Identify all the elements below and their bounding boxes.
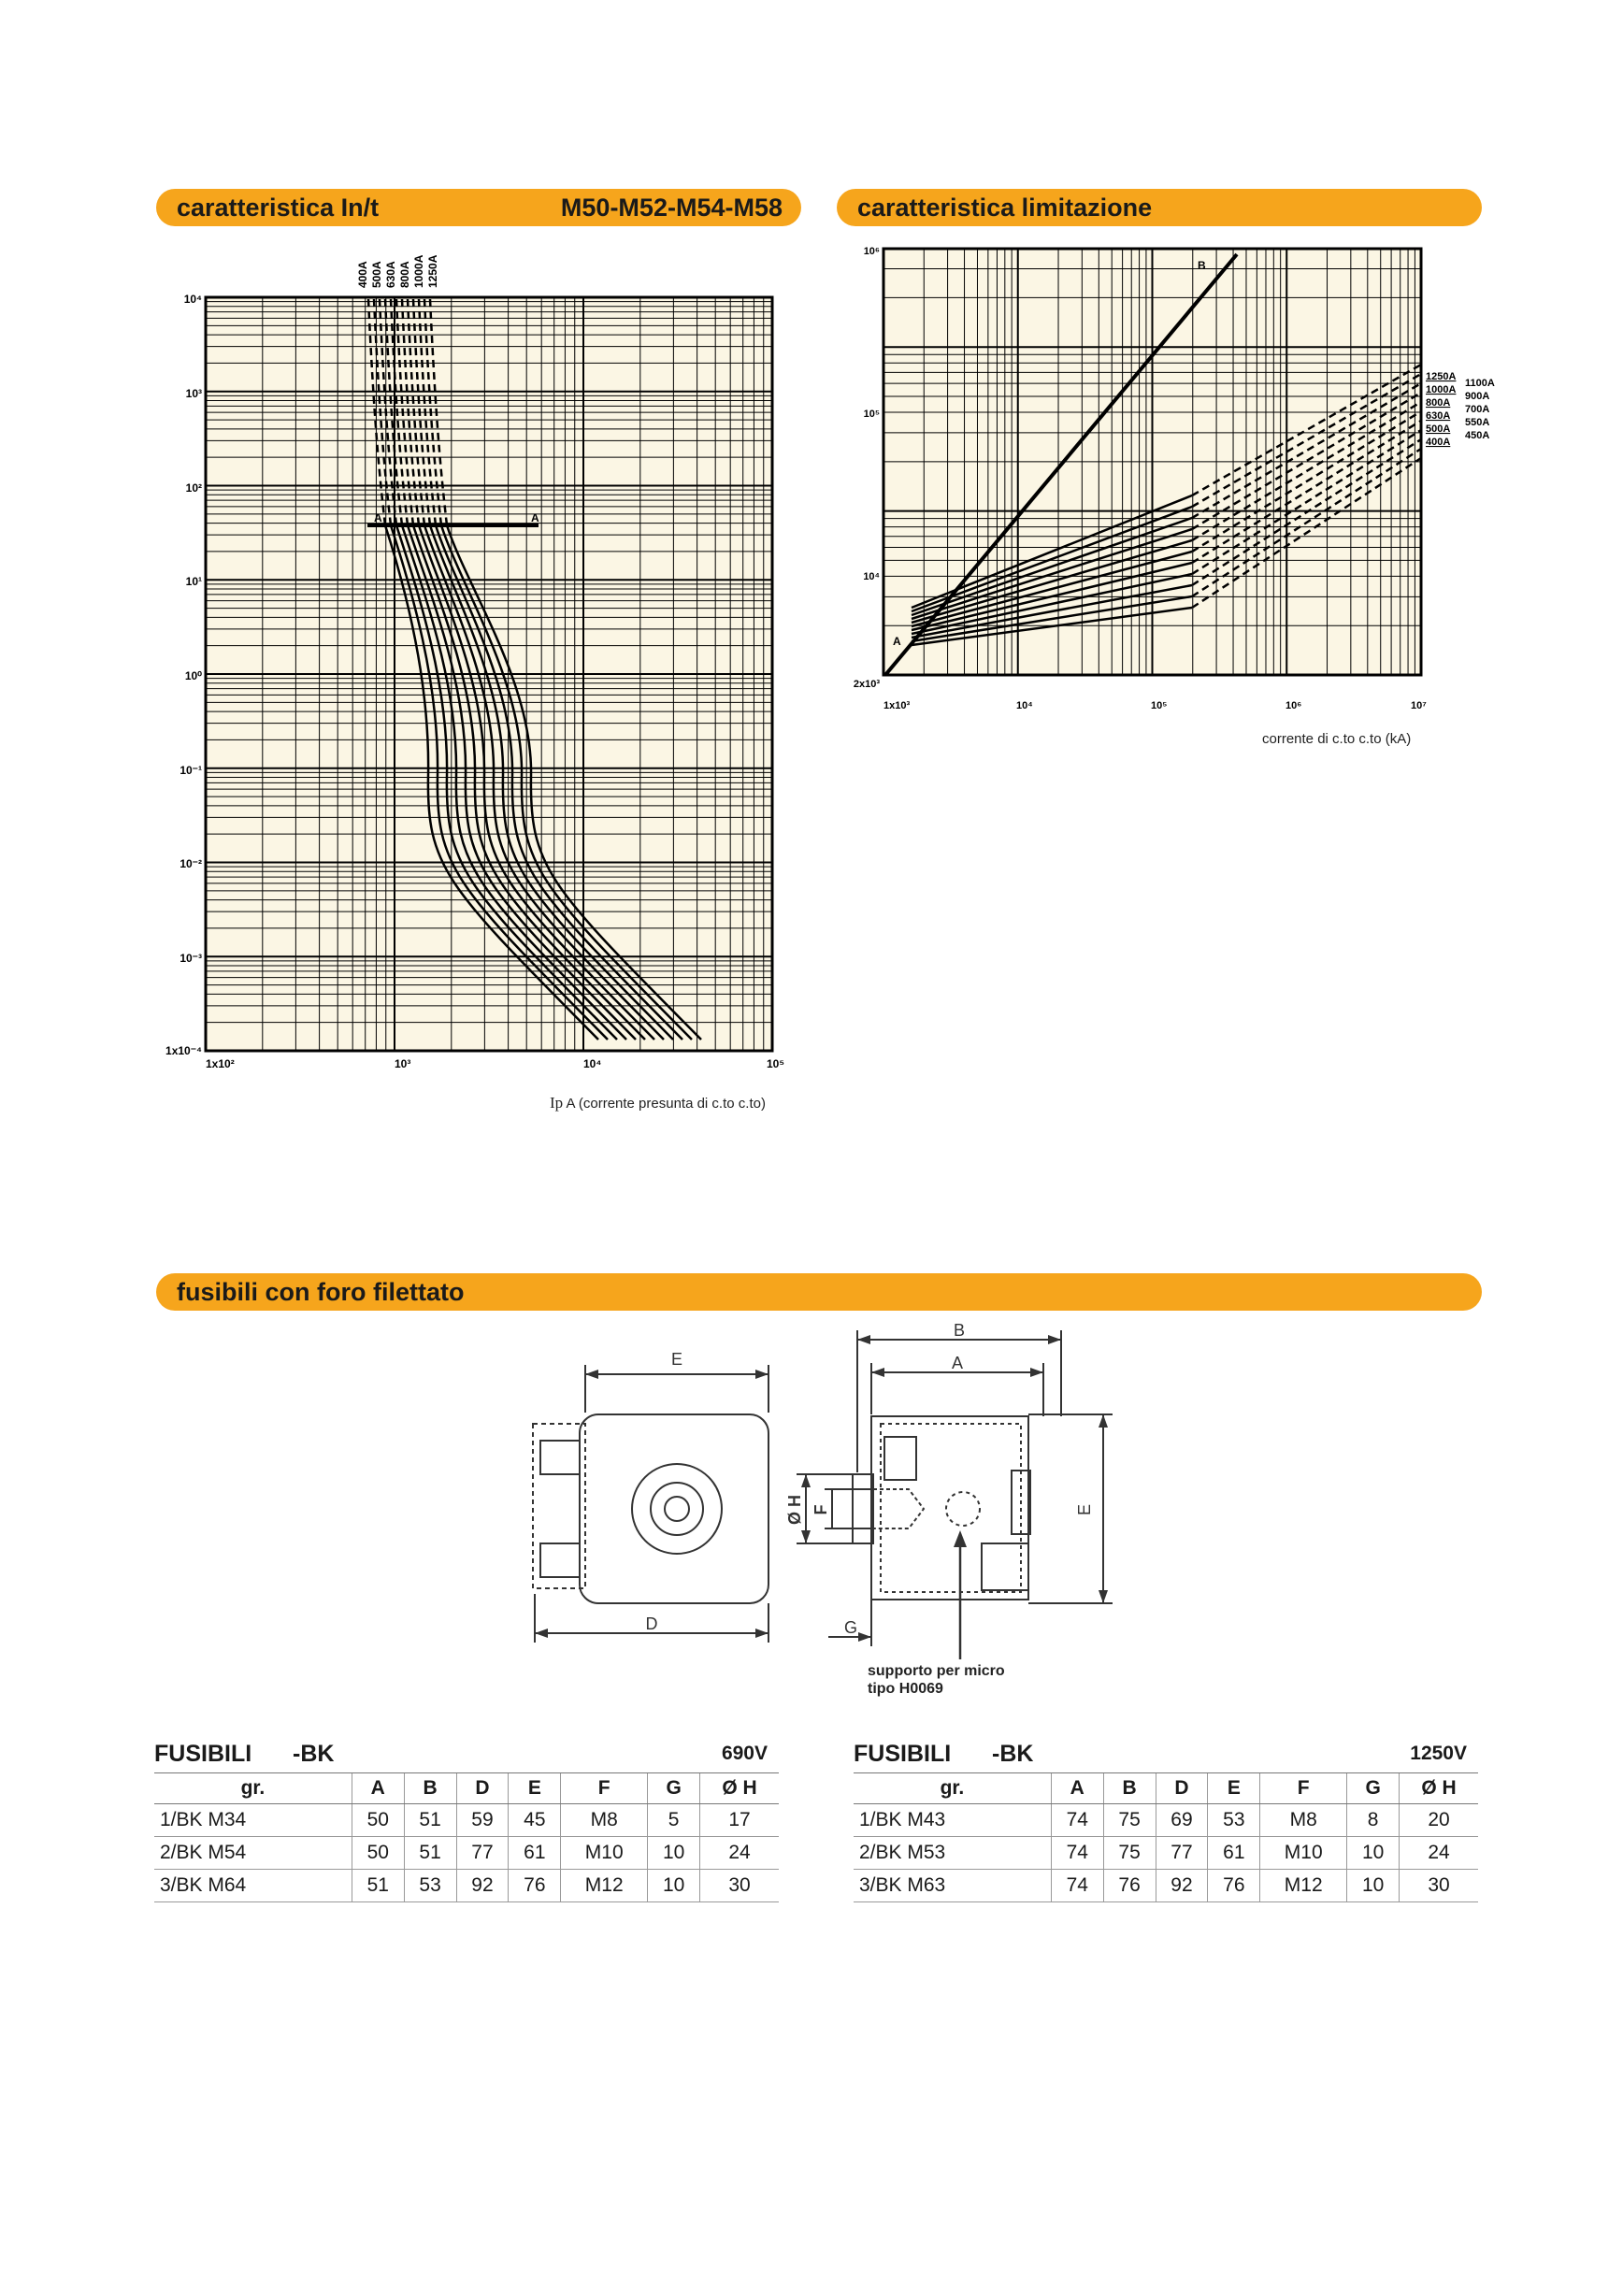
table-1250v-title: FUSIBILI: [854, 1741, 952, 1767]
dim-b-label: B: [953, 1323, 966, 1340]
in-t-ytick: 10¹: [185, 575, 202, 588]
cell: 45: [509, 1804, 561, 1837]
arrowhead: [1099, 1414, 1108, 1428]
limitazione-b-marker: B: [1198, 259, 1206, 272]
table-row: [854, 1870, 1478, 1902]
cell: 76: [509, 1870, 561, 1902]
arrowhead: [954, 1530, 967, 1547]
limitazione-label: 450A: [1465, 430, 1490, 441]
in-t-ytick: 10³: [185, 387, 202, 400]
limitazione-label: 1250A: [1426, 371, 1457, 382]
arrowhead: [858, 1632, 871, 1642]
arrowhead: [871, 1368, 884, 1377]
col-header: Ø H: [700, 1773, 779, 1804]
arrowhead: [1030, 1368, 1043, 1377]
cell: 53: [1208, 1804, 1260, 1837]
cell: 10: [648, 1837, 700, 1870]
limitazione-label: 1000A: [1426, 384, 1457, 395]
band-in-t: [156, 189, 801, 226]
cell: 51: [352, 1870, 404, 1902]
cell: M8: [561, 1804, 648, 1837]
limitazione-ytick: 10⁵: [863, 409, 880, 420]
col-header: D: [456, 1773, 509, 1804]
dim-d-label: D: [645, 1614, 658, 1633]
in-t-ytick: 10⁴: [183, 293, 202, 306]
col-header: gr.: [154, 1773, 352, 1804]
cell: 74: [1051, 1870, 1103, 1902]
cell: 77: [456, 1837, 509, 1870]
arrowhead: [535, 1629, 548, 1638]
front-body: [580, 1414, 768, 1603]
cell: 30: [700, 1870, 779, 1902]
table-row: [854, 1837, 1478, 1870]
cell: 59: [456, 1804, 509, 1837]
in-t-xtick: 1x10²: [206, 1057, 235, 1070]
band-limitazione-title: caratteristica limitazione: [857, 194, 1153, 222]
cell: 24: [1400, 1837, 1478, 1870]
cell: 8: [1347, 1804, 1400, 1837]
cell: 5: [648, 1804, 700, 1837]
in-t-rating: 500A: [370, 261, 383, 288]
table-690v: [154, 1737, 779, 1902]
table-690v-voltage: 690V: [721, 1743, 768, 1764]
front-hole-outer: [632, 1464, 722, 1554]
col-header: B: [1103, 1773, 1156, 1804]
in-t-caption-text: A (corrente presunta di c.to c.to): [566, 1096, 766, 1112]
cell: 61: [1208, 1837, 1260, 1870]
cell: 53: [404, 1870, 456, 1902]
cell: 10: [1347, 1837, 1400, 1870]
arrowhead: [1048, 1335, 1061, 1344]
table-row: [154, 1837, 779, 1870]
arrowhead: [1099, 1590, 1108, 1603]
col-header: D: [1156, 1773, 1208, 1804]
cell: M10: [561, 1837, 648, 1870]
col-header: A: [352, 1773, 404, 1804]
cell: 77: [1156, 1837, 1208, 1870]
arrowhead: [585, 1370, 598, 1379]
band-foro-filettato-title: fusibili con foro filettato: [177, 1278, 465, 1306]
col-header: G: [1347, 1773, 1400, 1804]
limitazione-caption: corrente di c.to c.to (kA): [1262, 731, 1412, 747]
table-690v-title: FUSIBILI: [154, 1741, 252, 1767]
cell: M12: [561, 1870, 648, 1902]
limitazione-xtick: 10⁴: [1016, 700, 1033, 711]
cell: 51: [404, 1804, 456, 1837]
in-t-rating: 1000A: [412, 254, 425, 288]
in-t-a-right: A: [531, 511, 539, 524]
in-t-ytick: 10⁻²: [180, 857, 202, 870]
limitazione-ytick: 2x10³: [853, 679, 880, 690]
table-header-row: [154, 1773, 779, 1804]
cell: 24: [700, 1837, 779, 1870]
in-t-ytick: 1x10⁻⁴: [165, 1044, 202, 1057]
limitazione-label: 500A: [1426, 423, 1451, 435]
cell: 92: [456, 1870, 509, 1902]
band-in-t-models: M50-M52-M54-M58: [560, 194, 783, 222]
dim-e2-label: E: [1075, 1503, 1094, 1516]
front-bottom-tab: [540, 1543, 580, 1577]
table-1250v-grid: [854, 1772, 1478, 1902]
in-t-rating: 800A: [398, 261, 411, 288]
limitazione-label: 1100A: [1465, 378, 1495, 389]
cell: 3/BK M64: [154, 1870, 352, 1902]
in-t-caption: [550, 1094, 766, 1112]
limitazione-label: 400A: [1426, 437, 1451, 448]
side-body: [871, 1416, 1028, 1600]
in-t-ytick: 10⁻¹: [180, 764, 202, 777]
in-t-rating: 630A: [384, 261, 397, 288]
limitazione-xtick: 10⁶: [1285, 700, 1302, 711]
cell: M8: [1260, 1804, 1347, 1837]
dim-g-label: G: [843, 1618, 858, 1637]
micro-note-2: tipo H0069: [868, 1681, 943, 1697]
cell: 10: [1347, 1870, 1400, 1902]
in-t-chart: [150, 234, 823, 1075]
cell: M10: [1260, 1837, 1347, 1870]
limitazione-a-marker: A: [893, 635, 901, 648]
limitazione-label: 700A: [1465, 404, 1490, 415]
micro-note-1: supporto per micro: [868, 1663, 1005, 1679]
arrowhead: [801, 1474, 811, 1487]
limitazione-label: 550A: [1465, 417, 1490, 428]
cell: 51: [404, 1837, 456, 1870]
table-1250v-series: -BK: [992, 1741, 1034, 1767]
table-1250v-voltage: 1250V: [1410, 1743, 1467, 1764]
band-limitazione: [837, 189, 1482, 226]
limitazione-xtick: 1x10³: [883, 700, 911, 711]
cell: 3/BK M63: [854, 1870, 1051, 1902]
cell: 30: [1400, 1870, 1478, 1902]
cell: 75: [1103, 1804, 1156, 1837]
arrowhead: [801, 1530, 811, 1543]
cell: 74: [1051, 1837, 1103, 1870]
in-t-rating: 400A: [356, 261, 369, 288]
limitazione-ytick: 10⁴: [863, 571, 880, 582]
col-header: gr.: [854, 1773, 1051, 1804]
table-690v-grid: [154, 1772, 779, 1902]
cell: 69: [1156, 1804, 1208, 1837]
in-t-xtick: 10⁵: [767, 1057, 784, 1070]
cell: 17: [700, 1804, 779, 1837]
cell: 10: [648, 1870, 700, 1902]
cell: 2/BK M54: [154, 1837, 352, 1870]
limitazione-label: 800A: [1426, 397, 1451, 409]
side-micro-hole: [946, 1492, 980, 1526]
cell: 75: [1103, 1837, 1156, 1870]
dim-e-label: E: [670, 1350, 683, 1369]
cell: 2/BK M53: [854, 1837, 1051, 1870]
col-header: G: [648, 1773, 700, 1804]
cell: 92: [1156, 1870, 1208, 1902]
in-t-a-left: A: [374, 511, 382, 524]
in-t-ytick: 10⁻³: [180, 952, 202, 965]
band-foro-filettato: [156, 1273, 1482, 1311]
front-hole-mid: [651, 1483, 703, 1535]
col-header: Ø H: [1400, 1773, 1478, 1804]
in-t-ytick: 10²: [185, 481, 202, 495]
col-header: A: [1051, 1773, 1103, 1804]
cell: 76: [1103, 1870, 1156, 1902]
table-1250v: [854, 1737, 1478, 1902]
cell: 1/BK M43: [854, 1804, 1051, 1837]
cell: 50: [352, 1837, 404, 1870]
in-t-rating: 1250A: [426, 254, 439, 288]
dim-f-label: F: [812, 1504, 830, 1515]
limitazione-label: 630A: [1426, 410, 1451, 422]
side-dashed-inner: [881, 1424, 1021, 1592]
fuse-drawing: [524, 1323, 1159, 1715]
col-header: F: [561, 1773, 648, 1804]
col-header: E: [509, 1773, 561, 1804]
table-row: [154, 1804, 779, 1837]
col-header: E: [1208, 1773, 1260, 1804]
cell: 74: [1051, 1804, 1103, 1837]
table-690v-header: [154, 1737, 779, 1772]
table-row: [854, 1804, 1478, 1837]
arrowhead: [857, 1335, 870, 1344]
side-left-tab: [853, 1474, 873, 1543]
cell: M12: [1260, 1870, 1347, 1902]
in-t-xtick: 10³: [395, 1057, 411, 1070]
side-top-tab: [884, 1437, 916, 1480]
cell: 20: [1400, 1804, 1478, 1837]
in-t-xtick: 10⁴: [583, 1057, 602, 1070]
dim-h-label: Ø H: [785, 1494, 804, 1526]
limitazione-chart: [837, 234, 1510, 720]
limitazione-label: 900A: [1465, 391, 1490, 402]
front-hole-inner: [665, 1497, 689, 1521]
band-in-t-title: caratteristica In/t: [177, 194, 380, 222]
arrowhead: [755, 1629, 768, 1638]
table-1250v-header: [854, 1737, 1478, 1772]
limitazione-xtick: 10⁵: [1151, 700, 1168, 711]
cell: 50: [352, 1804, 404, 1837]
table-header-row: [854, 1773, 1478, 1804]
front-top-tab: [540, 1441, 580, 1474]
cell: 76: [1208, 1870, 1260, 1902]
cell: 1/BK M34: [154, 1804, 352, 1837]
col-header: B: [404, 1773, 456, 1804]
table-row: [154, 1870, 779, 1902]
table-690v-series: -BK: [293, 1741, 335, 1767]
cell: 61: [509, 1837, 561, 1870]
in-t-ytick: 10⁰: [184, 669, 202, 682]
limitazione-xtick: 10⁷: [1411, 700, 1427, 711]
arrowhead: [755, 1370, 768, 1379]
dim-a-label: A: [951, 1354, 964, 1372]
col-header: F: [1260, 1773, 1347, 1804]
in-t-caption-sym: Ip: [550, 1094, 564, 1112]
limitazione-ytick: 10⁶: [863, 246, 880, 257]
